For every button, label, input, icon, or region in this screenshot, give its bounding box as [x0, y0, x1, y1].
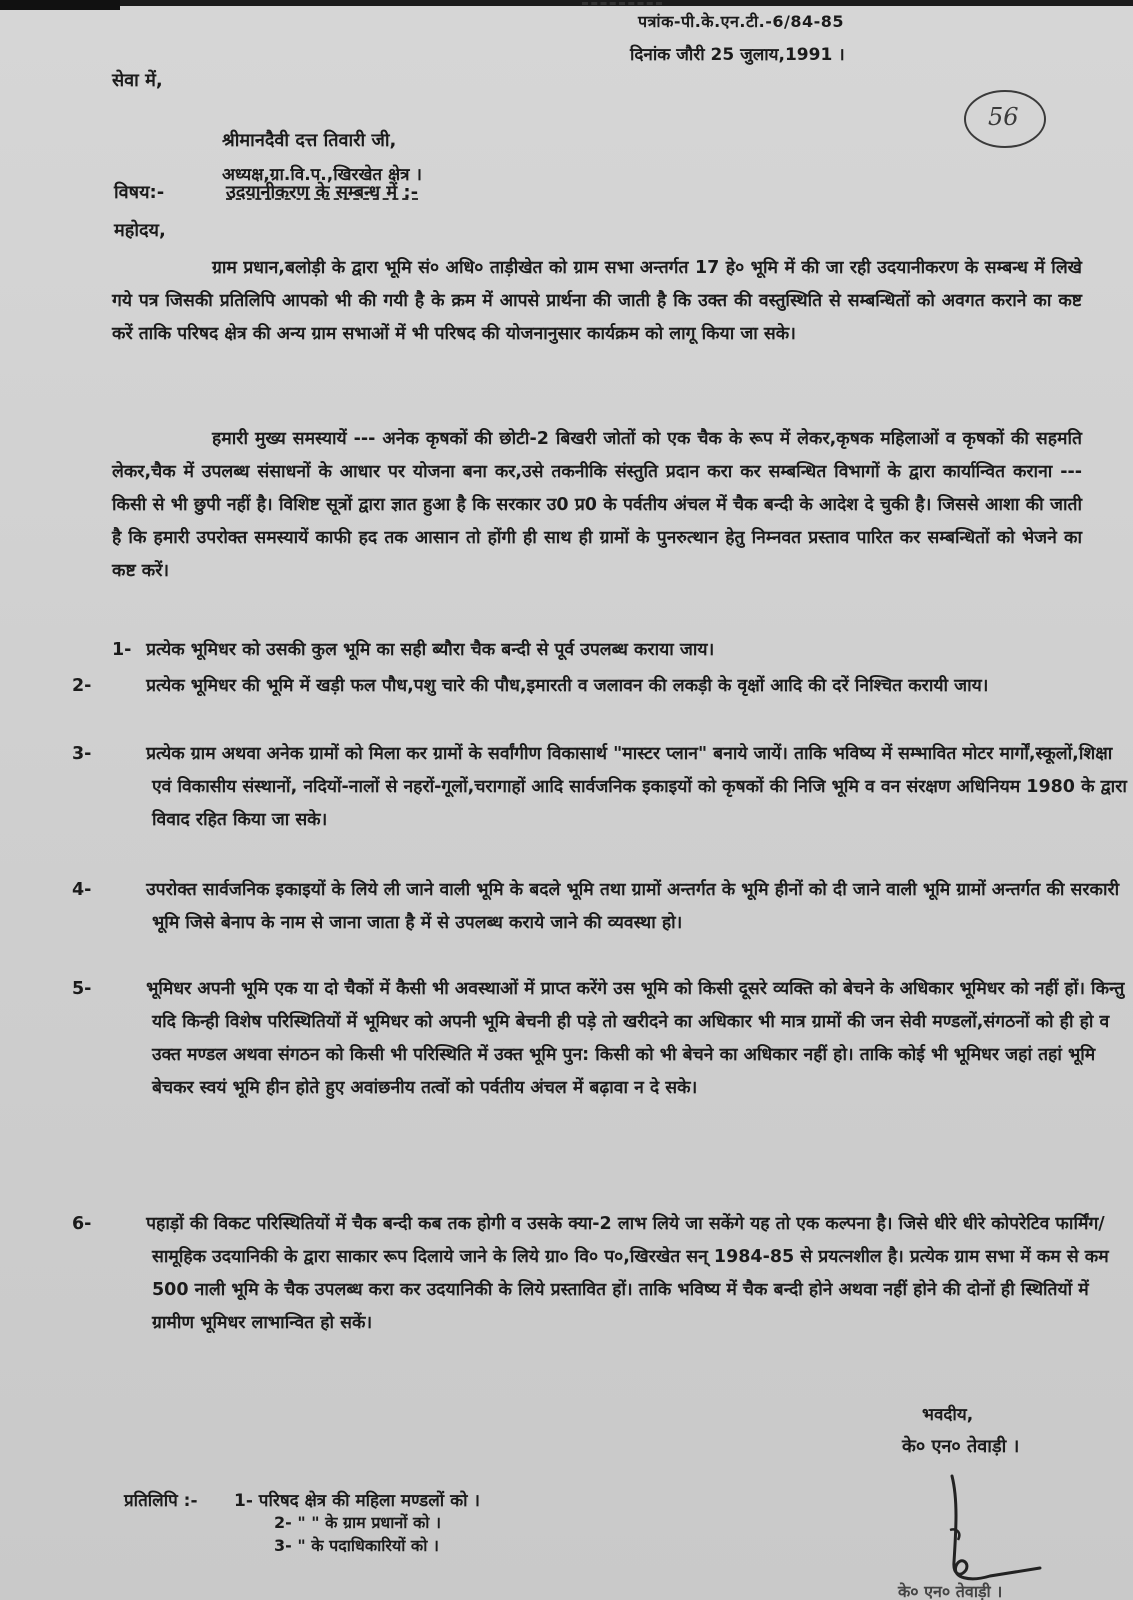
- salutation: सेवा में,: [112, 70, 163, 91]
- list-item-text: पहाड़ों की विकट परिस्थितियों में चैक बन्दी कब तक होगी व उसके क्या-2 लाभ लिये जा सकेंगे यह तो एक कल्पना है। जिसे धीरे धीरे कोपरेटिव फार्मिंग/ सामूहिक उदयानिकी के द्वारा साकार रूप दिलाये जाने के लिये ग्रा० वि० प०,खिरखेत सन् 1984-85 से प्रयत्नशील है। प्रत्येक ग्राम सभा में कम से कम 500 नाली भूमि के चैक उपलब्ध करा कर उदयानिकी के लिये प्रस्तावित हों। ताकि भविष्य में चैक बन्दी होने अथवा नहीं होने की दोनों ही स्थितियों में ग्रामीण भूमिधर लाभान्वित हो सकें।: [146, 1214, 1109, 1333]
- list-item-number: 3-: [72, 744, 92, 764]
- addressee-title: अध्यक्ष,ग्रा.वि.प.,खिरखेत क्षेत्र ।: [222, 165, 422, 185]
- subject-label: विषय:-: [114, 182, 165, 203]
- list-item-text: प्रत्येक भूमिधर की भूमि में खड़ी फल पौध,पशु चारे की पौध,इमारती व जलावन की लकड़ी के वृक्षों आदि की दरें निश्चित करायी जाय।: [146, 676, 989, 696]
- stamp-number: 56: [988, 103, 1019, 131]
- letter-date: दिनांक जौरी 25 जुलाय,1991 ।: [630, 45, 845, 65]
- list-item-number: 4-: [72, 880, 92, 900]
- list-item-text: उपरोक्त सार्वजनिक इकाइयों के लिये ली जाने वाली भूमि के बदले भूमि तथा ग्रामों अन्तर्गत के भूमि हीनों को दी जाने वाली भूमि ग्रामों अन्तर्गत की सरकारी भूमि जिसे बेनाप के नाम से जाना जाता है में से उपलब्ध कराये जाने की व्यवस्था हो।: [146, 880, 1120, 933]
- handwritten-signature: [930, 1470, 1050, 1590]
- dashed-mark: [582, 2, 662, 8]
- sender-name-bottom: के० एन० तेवाड़ी ।: [898, 1582, 1003, 1600]
- list-item-4: [72, 874, 1132, 940]
- paragraph-2: हमारी मुख्य समस्यायें --- अनेक कृषकों की छोटी-2 बिखरी जोतों को एक चैक के रूप में लेकर,कृषक महिलाओं व कृषकों की सहमति लेकर,चैक में उपलब्ध संसाधनों के आधार पर योजना बना कर,उसे तकनीकि संस्तुति प्रदान करा कर सम्बन्धित विभागों के द्वारा कार्यान्वित कराना --- किसी से भी छुपी नहीं है। विशिष्ट सूत्रों द्वारा ज्ञात हुआ है कि सरकार उ0 प्र0 के पर्वतीय अंचल में चैक बन्दी के आदेश दे चुकी है। जिससे आशा की जाती है कि हमारी उपरोक्त समस्यायें काफी हद तक आसान तो होंगी ही साथ ही ग्रामों के पुनरुत्थान हेतु निम्नवत प्रस्ताव पारित कर सम्बन्धितों को भेजने का कष्ट करें।: [112, 429, 1082, 581]
- list-item-number: 6-: [72, 1214, 92, 1234]
- copy-label: प्रतिलिपि :-: [124, 1491, 198, 1511]
- sender-name: के० एन० तेवाड़ी ।: [902, 1436, 1020, 1457]
- list-item-3: [72, 738, 1132, 837]
- copy-line-3: 3- " के पदाधिकारियों को ।: [274, 1536, 440, 1555]
- list-item-5: [72, 973, 1132, 1105]
- copy-line-1: 1- परिषद क्षेत्र की महिला मण्डलों को ।: [234, 1491, 480, 1511]
- subject-text: उदयानीकरण के सम्बन्ध में :-: [226, 182, 419, 203]
- copy-line-2: 2- " " के ग्राम प्रधानों को ।: [274, 1513, 442, 1532]
- list-item-text: भूमिधर अपनी भूमि एक या दो चैकों में कैसी भी अवस्थाओं में प्राप्त करेंगे उस भूमि को किसी दूसरे व्यक्ति को बेचने के अधिकार भूमिधर को नहीं हों। किन्तु यदि किन्ही विशेष परिस्थितियों में भूमिधर को अपनी भूमि बेचनी ही पड़े तो खरीदने का अधिकार भी मात्र ग्रामों की जन सेवी मण्डलों,संगठनों को ही हो व उक्त मण्डल अथवा संगठन को किसी भी परिस्थिति में उक्त भूमि पुन: किसी को भी बेचने का अधिकार नहीं हो। ताकि कोई भी भूमिधर जहां तहां भूमि बेचकर स्वयं भूमि हीन होते हुए अवांछनीय तत्वों को पर्वतीय अंचल में बढ़ावा न दे सके।: [146, 979, 1125, 1098]
- greeting: महोदय,: [114, 220, 166, 241]
- list-item-number: 1-: [112, 640, 132, 660]
- scan-top-edge: [0, 0, 1133, 6]
- list-item-number: 2-: [72, 676, 92, 696]
- closing-yours: भवदीय,: [922, 1405, 974, 1425]
- list-item-2: [72, 670, 1132, 703]
- list-item-6: [72, 1208, 1132, 1340]
- list-item-1: [112, 634, 1092, 667]
- addressee-name: श्रीमानदैवी दत्त तिवारी जी,: [222, 130, 397, 151]
- list-item-text: प्रत्येक भूमिधर को उसकी कुल भूमि का सही ब्यौरा चैक बन्दी से पूर्व उपलब्ध कराया जाय।: [146, 640, 715, 660]
- scan-corner-mark: [0, 0, 120, 10]
- reference-number: पत्रांक-पी.के.एन.टी.-6/84-85: [638, 12, 845, 31]
- paragraph-1: ग्राम प्रधान,बलोड़ी के द्वारा भूमि सं० अधि० ताड़ीखेत को ग्राम सभा अन्तर्गत 17 हे० भूमि में की जा रही उदयानीकरण के सम्बन्ध में लिखे गये पत्र जिसकी प्रतिलिपि आपको भी की गयी है के क्रम में आपसे प्रार्थना की जाती है कि उक्त की वस्तुस्थिति से सम्बन्धितों को अवगत कराने का कष्ट करें ताकि परिषद क्षेत्र की अन्य ग्राम सभाओं में भी परिषद की योजनानुसार कार्यक्रम को लागू किया जा सके।: [112, 258, 1082, 344]
- list-item-number: 5-: [72, 979, 92, 999]
- list-item-text: प्रत्येक ग्राम अथवा अनेक ग्रामों को मिला कर ग्रामों के सर्वांगीण विकासार्थ "मास्टर प्लान" बनाये जायें। ताकि भविष्य में सम्भावित मोटर मार्गों,स्कूलों,शिक्षा एवं विकासीय संस्थानों, नदियों-नालों से नहरों-गूलों,चरागाहों आदि सार्वजनिक इकाइयों को कृषकों की निजि भूमि व वन संरक्षण अधिनियम 1980 के द्वारा विवाद रहित किया जा सके।: [146, 744, 1127, 830]
